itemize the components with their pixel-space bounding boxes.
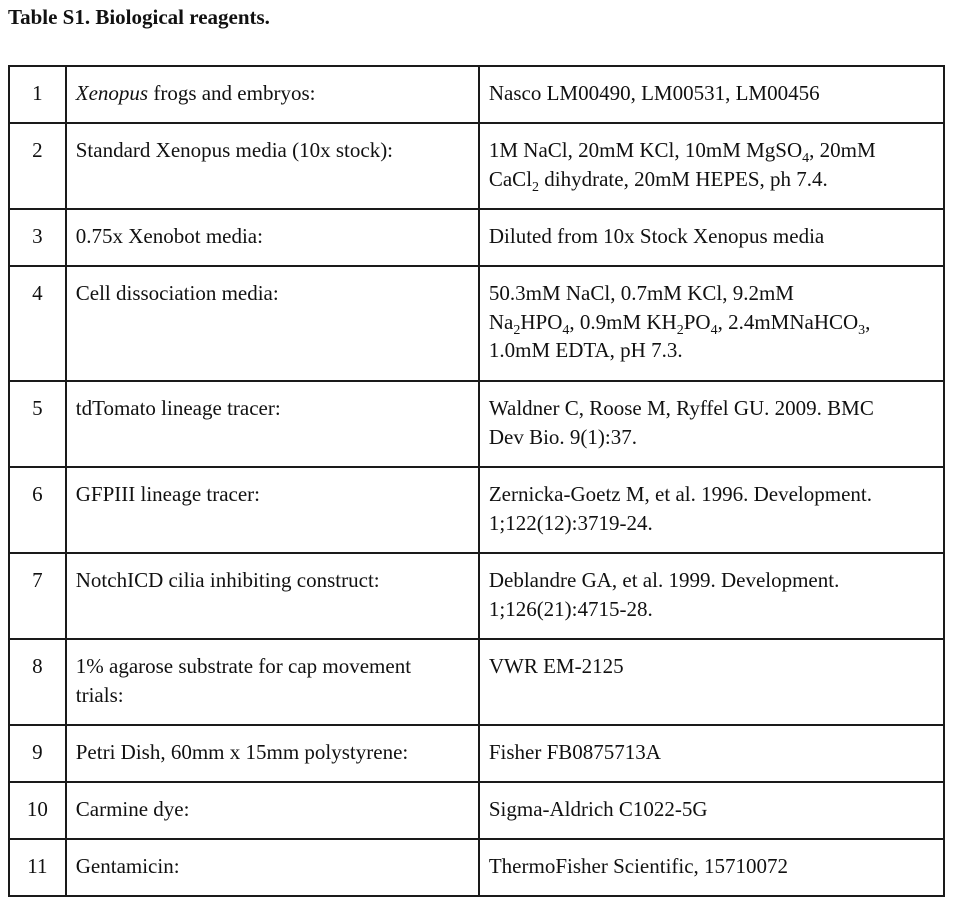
reagent-name: Standard Xenopus media (10x stock):: [66, 123, 479, 209]
reagent-name: tdTomato lineage tracer:: [66, 381, 479, 467]
subscript: 4: [802, 151, 810, 166]
row-number: 7: [9, 553, 66, 639]
detail-text: CaCl: [488, 166, 533, 191]
row-number: 5: [9, 381, 66, 467]
reagent-source: Nasco LM00490, LM00531, LM00456: [479, 66, 944, 123]
reagent-source: [479, 266, 944, 381]
detail-line: Zernicka-Goetz M, et al. 1996. Development.: [488, 482, 872, 506]
subscript: 2: [513, 322, 521, 338]
reagent-source: Sigma-Aldrich C1022-5G: [479, 782, 944, 839]
row-number: 1: [9, 66, 66, 123]
table-row: [9, 467, 944, 553]
reagent-name-italic: Xenopus: [75, 81, 149, 105]
reagent-source: [479, 123, 944, 209]
table-row: [9, 839, 944, 896]
table-row: [9, 209, 944, 266]
table-title: Table S1. Biological reagents.: [8, 5, 270, 29]
detail-line: 1;122(12):3719-24.: [488, 510, 653, 535]
reagent-name: 0.75x Xenobot media:: [66, 209, 479, 266]
table-row: [9, 782, 944, 839]
row-number: 2: [9, 123, 66, 209]
reagent-name: Cell dissociation media:: [66, 266, 479, 381]
row-number: 11: [9, 839, 66, 896]
detail-text: PO: [683, 309, 711, 334]
detail-text: ,: [865, 309, 871, 334]
row-number: 8: [9, 639, 66, 725]
detail-text: dihydrate, 20mM HEPES, ph 7.4.: [539, 166, 828, 191]
table-row: [9, 66, 944, 123]
detail-line: Waldner C, Roose M, Ryffel GU. 2009. BMC: [488, 396, 874, 420]
reagent-source: ThermoFisher Scientific, 15710072: [479, 839, 944, 896]
item-line: 1% agarose substrate for cap movement: [75, 654, 412, 678]
reagent-source: Fisher FB0875713A: [479, 725, 944, 782]
table-row: [9, 639, 944, 725]
reagent-name: GFPIII lineage tracer:: [66, 467, 479, 553]
reagent-name: [66, 639, 479, 725]
detail-line: [489, 308, 934, 337]
table-row: [9, 553, 944, 639]
reagent-source: VWR EM-2125: [479, 639, 944, 725]
reagent-name: Gentamicin:: [66, 839, 479, 896]
reagent-name: [66, 66, 479, 123]
subscript: 3: [858, 322, 866, 338]
subscript: 2: [676, 322, 684, 338]
table-row: [9, 266, 944, 381]
row-number: 10: [9, 782, 66, 839]
reagent-source: [479, 467, 944, 553]
row-number: 9: [9, 725, 66, 782]
detail-line: [489, 136, 934, 165]
subscript: 4: [562, 322, 570, 338]
reagent-name: Petri Dish, 60mm x 15mm polystyrene:: [66, 725, 479, 782]
reagent-name: Carmine dye:: [66, 782, 479, 839]
item-line: trials:: [75, 682, 124, 707]
detail-line: Dev Bio. 9(1):37.: [488, 424, 638, 449]
row-number: 3: [9, 209, 66, 266]
subscript: 4: [710, 322, 718, 338]
detail-text: , 20mM: [809, 138, 876, 162]
detail-text: HPO: [520, 309, 563, 334]
detail-text: Na: [488, 309, 514, 334]
detail-line: [489, 165, 934, 194]
detail-line: 1.0mM EDTA, pH 7.3.: [488, 338, 683, 362]
detail-line: 1;126(21):4715-28.: [488, 596, 653, 621]
row-number: 4: [9, 266, 66, 381]
reagent-source: [479, 381, 944, 467]
row-number: 6: [9, 467, 66, 553]
table-row: [9, 725, 944, 782]
reagent-name: NotchICD cilia inhibiting construct:: [66, 553, 479, 639]
table-row: [9, 123, 944, 209]
reagent-source: Diluted from 10x Stock Xenopus media: [479, 209, 944, 266]
detail-text: , 2.4mMNaHCO: [717, 309, 859, 334]
detail-line: Deblandre GA, et al. 1999. Development.: [488, 568, 840, 592]
reagents-table: [8, 65, 945, 897]
reagent-name-rest: frogs and embryos:: [148, 81, 316, 105]
table-row: [9, 381, 944, 467]
detail-line: 50.3mM NaCl, 0.7mM KCl, 9.2mM: [488, 281, 794, 305]
reagent-source: [479, 553, 944, 639]
subscript: 2: [532, 179, 540, 195]
detail-text: , 0.9mM KH: [569, 309, 677, 334]
detail-text: 1M NaCl, 20mM KCl, 10mM MgSO: [488, 138, 803, 162]
